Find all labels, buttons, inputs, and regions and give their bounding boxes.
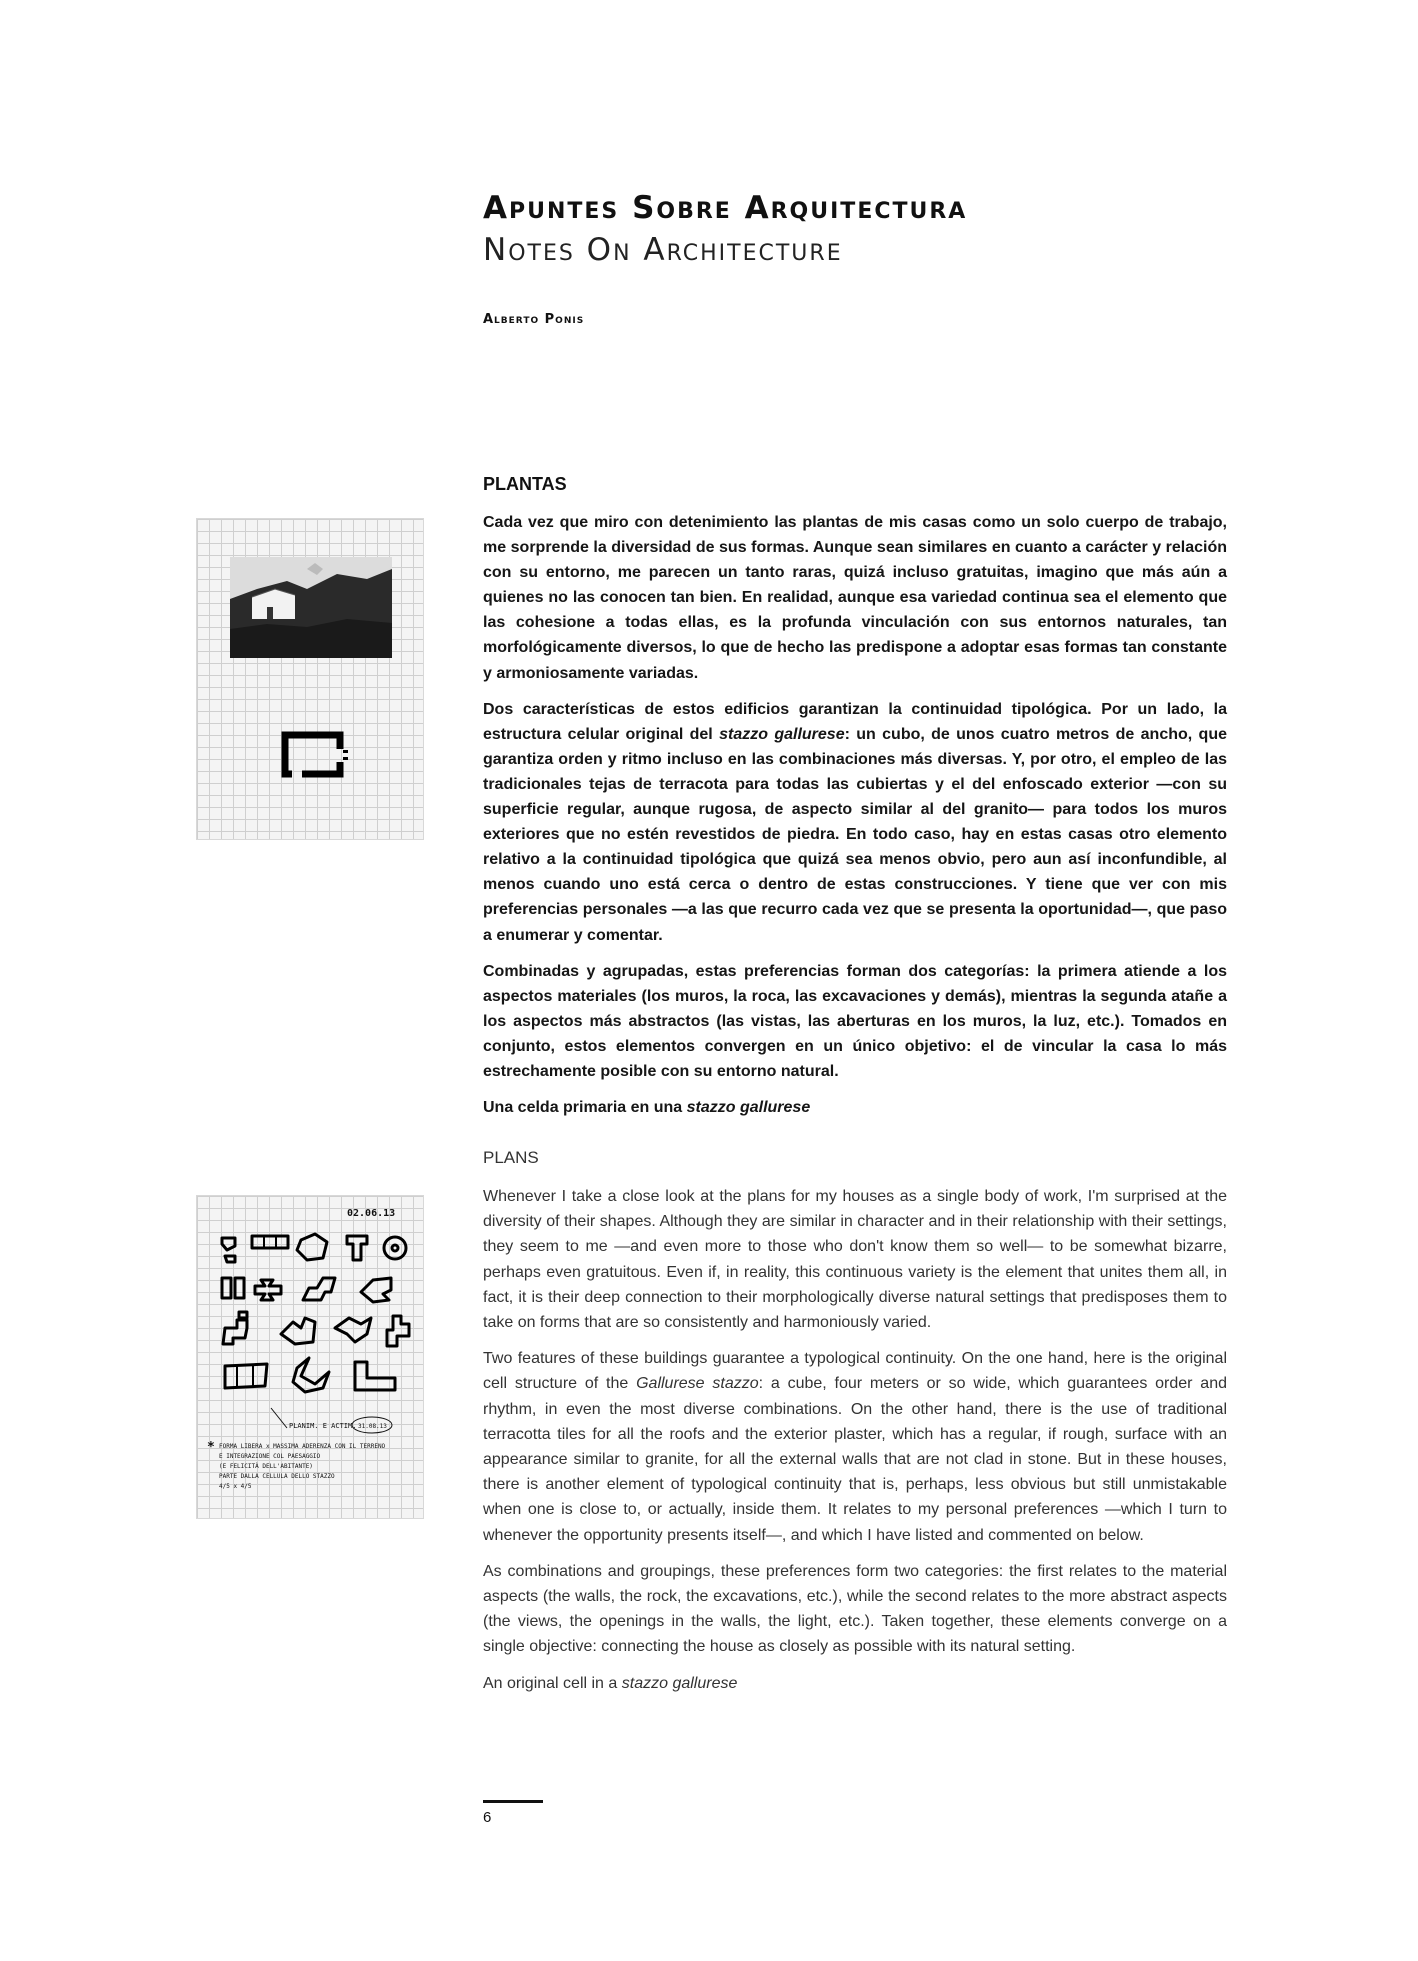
asterisk-mark: * [207,1440,215,1455]
sketch-note-line-1: FORMA LIBERA x MASSIMA ADERENZA CON IL TERRENO [219,1443,386,1450]
sketch-note-date: 31.08.13 [358,1423,387,1430]
sketch-date: 02.06.13 [347,1208,396,1219]
english-paragraph-1: Whenever I take a close look at the plans for my houses as a single body of work, I'm surprised at the diversity of their shapes. Although they are similar in character and in their relationship with their settings, they seem to me —and even more to those who don't know them so well— to be somewhat bizarre, perhaps even gratuitous. Even if, in reality, this continuous variety is the element that unites them all, in fact, it is their deep connection to their morphologically diverse natural settings that predisposes them to take on forms that are so consistently and harmoniously varied. [483,1188,1227,1332]
stazzo-photo [230,557,392,658]
sketch-note-line-2: E INTEGRAZIONE COL PAESAGGIO [219,1453,321,1460]
sketch-note-line-5: 4/5 x 4/5 [219,1483,252,1490]
sketch-notes [207,1408,392,1490]
spanish-paragraph-2: Dos características de estos edificios garantizan la continuidad tipológica. Por un lado, la estructura celular original del stazzo gallurese: un cubo, de unos cuatro metros de ancho, que garantiza orden y ritmo incluso en las combinaciones más diversas. Y, por otro, el empleo de las tradicionales tejas de terracota para todas las cubiertas y el del enfoscado exterior —con su superficie regular, aunque rugosa, de aspecto similar al del granito— para todos los muros exteriores que no estén revestidos de piedra. En todo caso, hay en estas casas otro elemento relativo a la continuidad tipológica que quizá sea menos obvio, pero aun así inconfundible, al menos cuando uno está cerca o dentro de estas construcciones. Y tiene que ver con mis preferencias personales —a las que recurro cada vez que se presenta la oportunidad—, que paso a enumerar y comentar. [483,700,1227,944]
english-body [483,1184,1227,1707]
title-english: Notes On Architecture [483,232,843,268]
spanish-body [483,510,1227,1131]
author-name: Alberto Ponis [483,312,585,327]
heading-plans: PLANS [483,1148,539,1167]
title-spanish: Apuntes Sobre Arquitectura [483,190,968,226]
sketch-note-line-4: PARTE DALLA CELLULA DELLO STAZZO [219,1473,335,1480]
figure-stazzo-photo-and-plan [196,518,424,840]
english-caption: An original cell in a stazzo gallurese [483,1674,738,1692]
footer-rule [483,1800,543,1803]
sketch-note-label: PLANIM. E ACTIM. [289,1422,357,1430]
spanish-caption: Una celda primaria en una stazzo gallurese [483,1099,811,1117]
english-paragraph-3: As combinations and groupings, these preferences form two categories: the first relates to the material aspects (the walls, the rock, the excavations, etc.), while the second relates to the more abstract aspects (the views, the openings in the walls, the light, etc.). Taken together, these elements converge on a single objective: connecting the house as closely as possible with its natural setting. [483,1562,1227,1656]
sketch-note-line-3: (E FELICITÀ DELL'ABITANTE) [219,1463,313,1470]
english-paragraph-2: Two features of these buildings guarantee a typological continuity. On the one hand, here is the original cell structure of the Gallurese stazzo: a cube, four meters or so wide, which guarantees order and rhythm, in even the most diverse combinations. On the other hand, there is the use of traditional terracotta tiles for all the roofs and the exterior plaster, which has a regular, if rough, surface with an appearance similar to granite, for all the external walls that are not clad in stone. But in these houses, there is another element of typological continuity that is, perhaps, less obvious but still unmistakable when one is close to, or actually, inside them. It relates to my personal preferences —which I turn to whenever the opportunity presents itself—, and which I have listed and commented on below. [483,1350,1227,1544]
heading-plantas: PLANTAS [483,474,567,494]
spanish-paragraph-1: Cada vez que miro con detenimiento las plantas de mis casas como un solo cuerpo de trabajo, me sorprende la diversidad de sus formas. Aunque sean similares en cuanto a carácter y relación con su entorno, me parecen un tanto raras, quizá incluso gratuitas, imagino que más aún a quienes no las conocen tan bien. En realidad, aunque esa variedad continua sea el elemento que las cohesione a todas ellas, es la profunda vinculación con sus entornos naturales, tan morfológicamente diversos, lo que de hecho las predispone a adoptar esas formas tan constante y armoniosamente variadas. [483,514,1227,682]
spanish-paragraph-3: Combinadas y agrupadas, estas preferencias forman dos categorías: la primera atiende a los aspectos materiales (los muros, la roca, las excavaciones y demás), mientras la segunda atañe a los aspectos más abstractos (las vistas, las aberturas en los muros, la luz, etc.). Tomados en conjunto, estos elementos convergen en un único objetivo: el de vincular la casa lo más estrechamente posible con su entorno natural. [483,962,1227,1080]
cell-plan-icon [285,735,340,774]
stazzo-illustration [197,519,423,839]
plan-shapes [222,1234,409,1392]
page-number: 6 [483,1809,492,1826]
plan-shapes-sketch [197,1196,423,1518]
figure-plan-shapes-sketch [196,1195,424,1519]
